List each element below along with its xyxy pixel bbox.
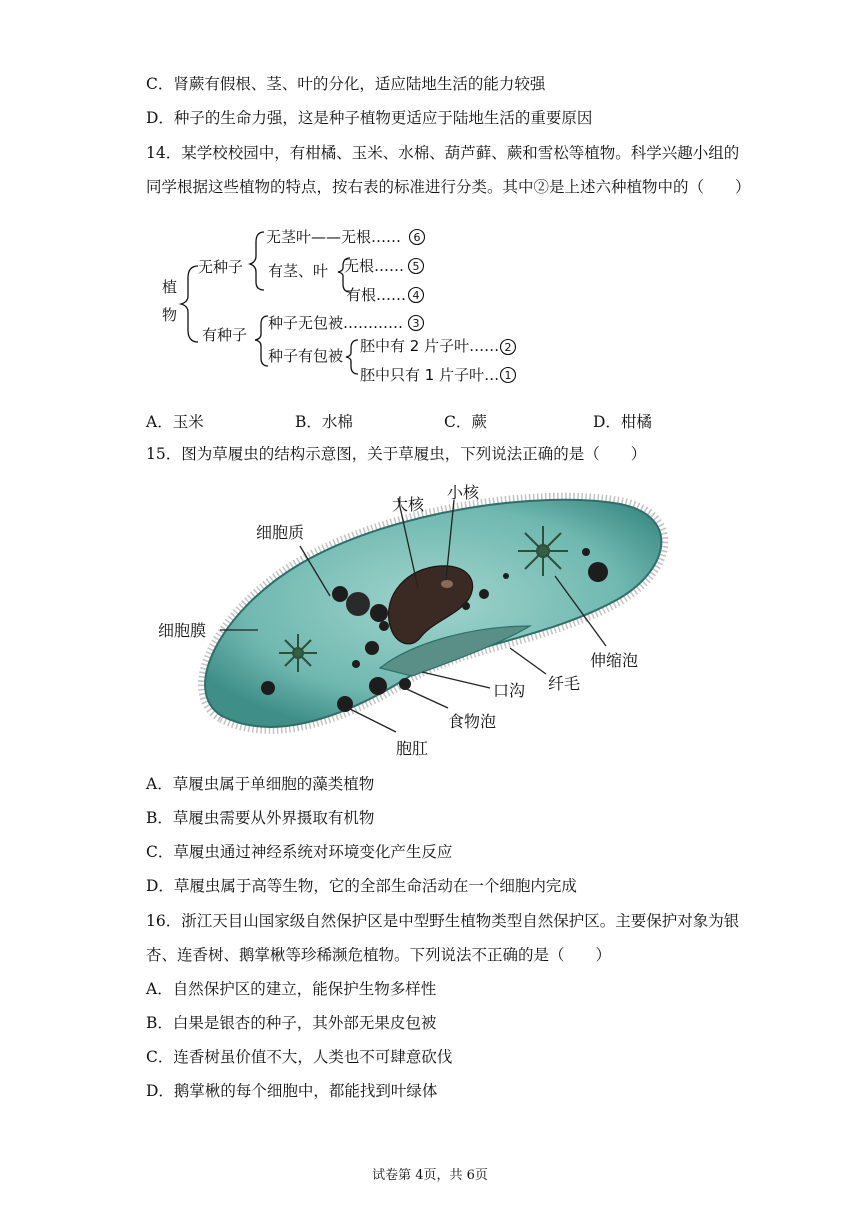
tree-has-seed-brace bbox=[255, 316, 268, 366]
tree-num-6: 6 bbox=[413, 231, 421, 244]
label-anal-pore: 胞肛 bbox=[396, 739, 429, 758]
tree-num-2: 2 bbox=[504, 341, 512, 354]
tree-has-seed: 有种子 bbox=[202, 326, 248, 344]
q16-stem-line2: 杏、连香树、鹅掌楸等珍稀濒危植物。下列说法不正确的是（ ） bbox=[146, 946, 612, 964]
q14-option-b: B．水棉 bbox=[295, 413, 353, 431]
tree-has-stem-leaf: 有茎、叶 bbox=[268, 262, 329, 280]
label-contractile-vacuole: 伸缩泡 bbox=[590, 651, 639, 670]
plant-classification-tree bbox=[150, 220, 540, 390]
q15-option-a: A．草履虫属于单细胞的藻类植物 bbox=[146, 775, 375, 793]
tree-no-root: 无根…… bbox=[344, 257, 405, 275]
q15-stem: 15．图为草履虫的结构示意图，关于草履虫，下列说法正确的是（ ） bbox=[146, 445, 647, 463]
leader-oral-groove bbox=[422, 672, 490, 688]
q16-option-d: D．鹅掌楸的每个细胞中，都能找到叶绿体 bbox=[146, 1082, 438, 1100]
tree-main-brace bbox=[181, 266, 198, 342]
q13-option-d: D．种子的生命力强，这是种子植物更适应于陆地生活的重要原因 bbox=[146, 109, 593, 127]
q13-option-c: C．肾蕨有假根、茎、叶的分化，适应陆地生活的能力较强 bbox=[146, 75, 546, 93]
label-cilia: 纤毛 bbox=[548, 674, 581, 693]
tree-covered-brace bbox=[346, 340, 358, 374]
label-oral-groove: 口沟 bbox=[493, 681, 526, 700]
tree-num-3: 3 bbox=[412, 317, 420, 330]
tree-seed-naked: 种子无包被………… bbox=[268, 314, 404, 332]
tree-root-b: 物 bbox=[162, 306, 178, 324]
q14-option-d: D．柑橘 bbox=[593, 413, 652, 431]
leader-food-vacuole bbox=[400, 686, 448, 708]
label-cytoplasm: 细胞质 bbox=[256, 523, 305, 542]
q16-option-b: B．白果是银杏的种子，其外部无果皮包被 bbox=[146, 1014, 437, 1032]
tree-no-seed: 无种子 bbox=[198, 258, 244, 276]
tree-num-4: 4 bbox=[412, 289, 420, 302]
tree-root-a: 植 bbox=[162, 278, 178, 296]
q14-option-a: A．玉米 bbox=[146, 413, 204, 431]
leader-cilia bbox=[510, 648, 546, 674]
micronucleus-shape bbox=[441, 580, 453, 588]
q14-stem-line2: 同学根据这些植物的特点，按右表的标准进行分类。其中②是上述六种植物中的（ ） bbox=[146, 178, 751, 196]
q15-option-b: B．草履虫需要从外界摄取有机物 bbox=[146, 809, 375, 827]
q16-option-c: C．连香树虽价值不大，人类也不可肆意砍伐 bbox=[146, 1048, 453, 1066]
tree-two-cot: 胚中有 2 片子叶…… bbox=[360, 337, 500, 355]
label-macronucleus: 大核 bbox=[392, 495, 425, 514]
q14-option-c: C．蕨 bbox=[444, 413, 487, 431]
label-membrane: 细胞膜 bbox=[158, 621, 207, 640]
q16-stem-line1: 16．浙江天目山国家级自然保护区是中型野生植物类型自然保护区。主要保护对象为银 bbox=[146, 912, 740, 930]
label-micronucleus: 小核 bbox=[447, 483, 480, 502]
q15-option-d: D．草履虫属于高等生物，它的全部生命活动在一个细胞内完成 bbox=[146, 877, 577, 895]
tree-num-5: 5 bbox=[412, 260, 420, 273]
label-food-vacuole: 食物泡 bbox=[448, 712, 497, 731]
tree-no-stem-leaf: 无茎叶——无根…… bbox=[266, 228, 402, 246]
paramecium-diagram bbox=[150, 476, 680, 766]
q16-option-a: A．自然保护区的建立，能保护生物多样性 bbox=[146, 980, 437, 998]
tree-one-cot: 胚中只有 1 片子叶… bbox=[360, 366, 500, 384]
tree-seed-covered: 种子有包被 bbox=[268, 347, 344, 365]
q15-option-c: C．草履虫通过神经系统对环境变化产生反应 bbox=[146, 843, 453, 861]
tree-has-root: 有根…… bbox=[346, 286, 407, 304]
page-footer: 试卷第 4页，共 6页 bbox=[372, 1168, 488, 1183]
tree-num-1: 1 bbox=[504, 369, 512, 382]
q14-stem-line1: 14．某学校校园中，有柑橘、玉米、水棉、葫芦藓、蕨和雪松等植物。科学兴趣小组的 bbox=[146, 144, 740, 162]
contractile-vacuole-right bbox=[518, 526, 568, 576]
tree-no-seed-brace bbox=[250, 232, 264, 290]
leader-anal-pore bbox=[348, 708, 396, 732]
